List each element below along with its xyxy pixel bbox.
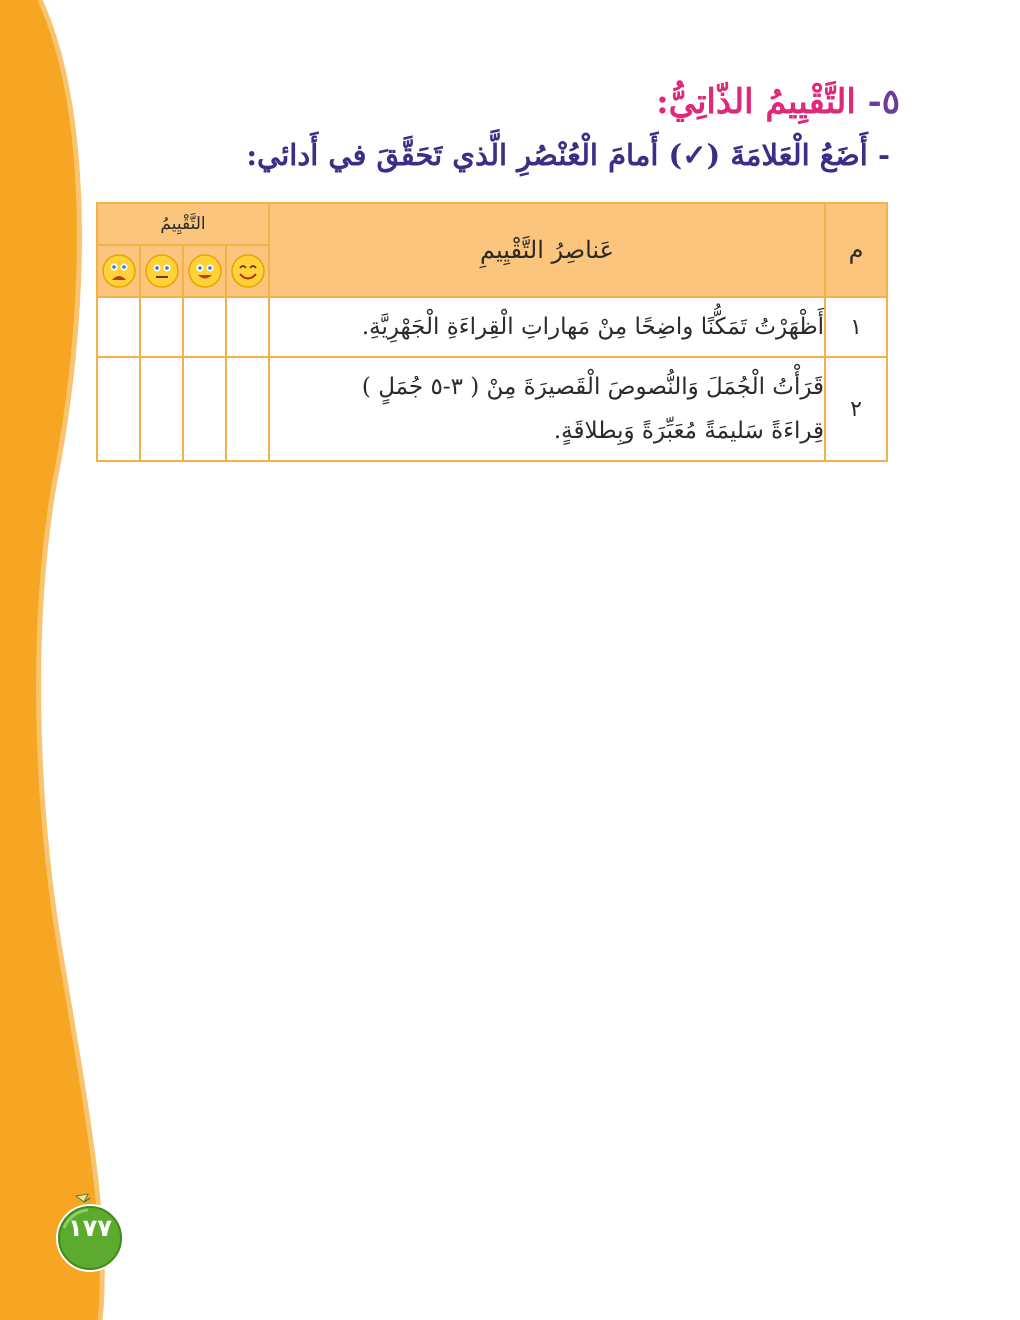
- sad-face-icon: [101, 253, 137, 289]
- table-row: [97, 297, 887, 357]
- criteria-line: أَظْهَرْتُ تَمَكُّنًا واضِحًا مِنْ مَهاراتِ الْقِراءَةِ الْجَهْرِيَّةِ.: [361, 314, 825, 340]
- rating-checkbox-cell[interactable]: [183, 357, 226, 461]
- criteria-line: قِراءَةً سَليمَةً مُعَبِّرَةً وَبِطلاقَةٍ.: [553, 418, 825, 444]
- number-column-header: م: [825, 203, 887, 297]
- section-title: [656, 82, 900, 122]
- row-number: ٢: [825, 357, 887, 461]
- rating-checkbox-cell[interactable]: [140, 357, 183, 461]
- rating-checkbox-cell[interactable]: [226, 297, 269, 357]
- self-assessment-table: [96, 202, 888, 462]
- instruction-text: - أَضَعُ الْعَلامَةَ (✓) أَمامَ الْعُنْصُرِ الَّذي تَحَقَّقَ في أَدائي:: [246, 138, 890, 172]
- criteria-line: قَرَأْتُ الْجُمَلَ وَالنُّصوصَ الْقَصيرَةَ مِنْ ( ٣-٥ جُمَلٍ ): [361, 374, 825, 400]
- evaluation-column-header: التَّقْيِيمُ: [97, 203, 269, 245]
- section-number: ٥-: [867, 82, 900, 122]
- row-number: ١: [825, 297, 887, 357]
- criteria-text: [269, 297, 825, 357]
- happy-face-icon: [187, 253, 223, 289]
- rating-checkbox-cell[interactable]: [140, 297, 183, 357]
- page-number: ١٧٧: [68, 1214, 112, 1242]
- section-heading: التَّقْيِيمُ الذّاتِيُّ:: [656, 82, 856, 122]
- table-row: [97, 357, 887, 461]
- neutral-face-icon: [144, 253, 180, 289]
- criteria-column-header: عَناصِرُ التَّقْيِيمِ: [269, 203, 825, 297]
- rating-checkbox-cell[interactable]: [226, 357, 269, 461]
- rating-checkbox-cell[interactable]: [183, 297, 226, 357]
- rating-checkbox-cell[interactable]: [97, 357, 140, 461]
- very-happy-face-icon: [230, 253, 266, 289]
- decorative-side-band: [0, 0, 120, 1320]
- criteria-text: [269, 357, 825, 461]
- table-header-row: [97, 203, 887, 245]
- rating-checkbox-cell[interactable]: [97, 297, 140, 357]
